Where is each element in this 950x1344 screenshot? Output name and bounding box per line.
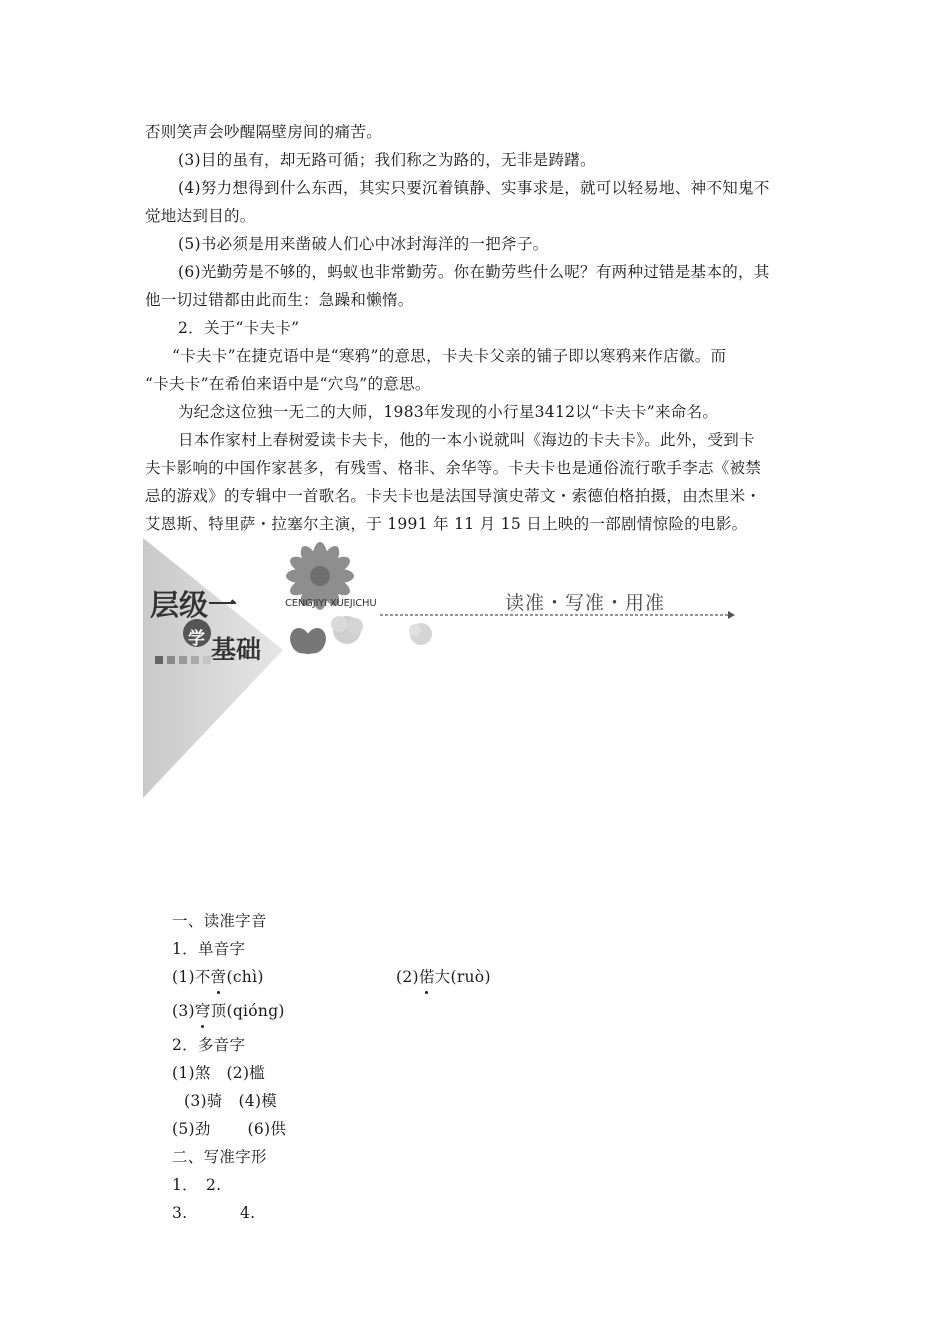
square-icon <box>167 656 175 664</box>
banner-xue-label: 学 <box>188 629 205 649</box>
square-icon <box>155 656 163 664</box>
banner-triangle <box>143 538 283 798</box>
quote-3: (3)目的虽有，却无路可循；我们称之为路的，无非是踌躇。 <box>178 151 596 169</box>
quote-4-line1: (4)努力想得到什么东西，其实只要沉着镇静、实事求是，就可以轻易地、神不知鬼不 <box>178 179 770 197</box>
banner-jichu-title: 基础 <box>211 635 262 664</box>
arrow-icon <box>728 611 735 619</box>
pale-flower-icon <box>331 616 363 644</box>
kafka-paragraph-3-line4: 艾恩斯、特里萨・拉塞尔主演，于 1991 年 11 月 15 日上映的一部剧情惊险的电影。 <box>145 515 748 533</box>
banner-level-title: 层级一 <box>150 588 238 622</box>
section-read-pronunciation: 一、读准字音 <box>172 912 267 930</box>
quote-4-line2: 觉地达到目的。 <box>145 207 256 225</box>
subsection-single-sound: 1．单音字 <box>172 940 246 958</box>
word-item-3: (3)穹顶(qióng) <box>172 1002 285 1020</box>
subsection-polyphone: 2．多音字 <box>172 1036 246 1054</box>
polyphone-row-3: (5)劲 (6)供 <box>172 1120 287 1138</box>
small-flower-icon <box>287 625 330 656</box>
polyphone-row-2: (3)骑 (4)模 <box>184 1092 278 1110</box>
answer-row-2: 3. 4. <box>172 1204 256 1222</box>
section-write-characters: 二、写准字形 <box>172 1148 267 1166</box>
pale-flower-icon <box>409 623 432 645</box>
banner-tagline: 读准・写准・用准 <box>505 592 666 614</box>
square-icon <box>203 656 211 664</box>
paragraph-line: 否则笑声会吵醒隔壁房间的痛苦。 <box>145 123 383 141</box>
polyphone-row-1: (1)煞 (2)槛 <box>172 1064 266 1082</box>
quote-6-line2: 他一切过错都由此而生：急躁和懒惰。 <box>145 291 414 309</box>
kafka-paragraph-1-line1: “卡夫卡”在捷克语中是“寒鸦”的意思，卡夫卡父亲的铺子即以寒鸦来作店徽。而 <box>172 347 727 365</box>
kafka-paragraph-3-line3: 忌的游戏》的专辑中一首歌名。卡夫卡也是法国导演史蒂文・索德伯格拍摄，由杰里米・ <box>145 487 762 505</box>
quote-6-line1: (6)光勤劳是不够的，蚂蚁也非常勤劳。你在勤劳些什么呢？有两种过错是基本的，其 <box>178 263 770 281</box>
kafka-paragraph-3-line1: 日本作家村上春树爱读卡夫卡，他的一本小说就叫《海边的卡夫卡》。此外，受到卡 <box>178 431 755 449</box>
banner-pinyin: CENGJIYI XUEJICHU <box>285 598 377 609</box>
section-banner-graphic <box>143 538 743 800</box>
kafka-paragraph-2: 为纪念这位独一无二的大师，1983年发现的小行星3412以“卡夫卡”来命名。 <box>178 403 719 421</box>
square-icon <box>191 656 199 664</box>
answer-row-1: 1． 2. <box>172 1176 222 1194</box>
word-item-1: (1)不啻(chì) <box>172 968 264 986</box>
section-heading-kafka: 2．关于“卡夫卡” <box>178 319 300 337</box>
kafka-paragraph-3-line2: 夫卡影响的中国作家甚多，有残雪、格非、余华等。卡夫卡也是通俗流行歌手李志《被禁 <box>145 459 762 477</box>
square-icon <box>179 656 187 664</box>
kafka-paragraph-1-line2: “卡夫卡”在希伯来语中是“穴鸟”的意思。 <box>145 375 431 393</box>
word-item-2: (2)偌大(ruò) <box>396 968 491 986</box>
quote-5: (5)书必须是用来凿破人们心中冰封海洋的一把斧子。 <box>178 235 549 253</box>
